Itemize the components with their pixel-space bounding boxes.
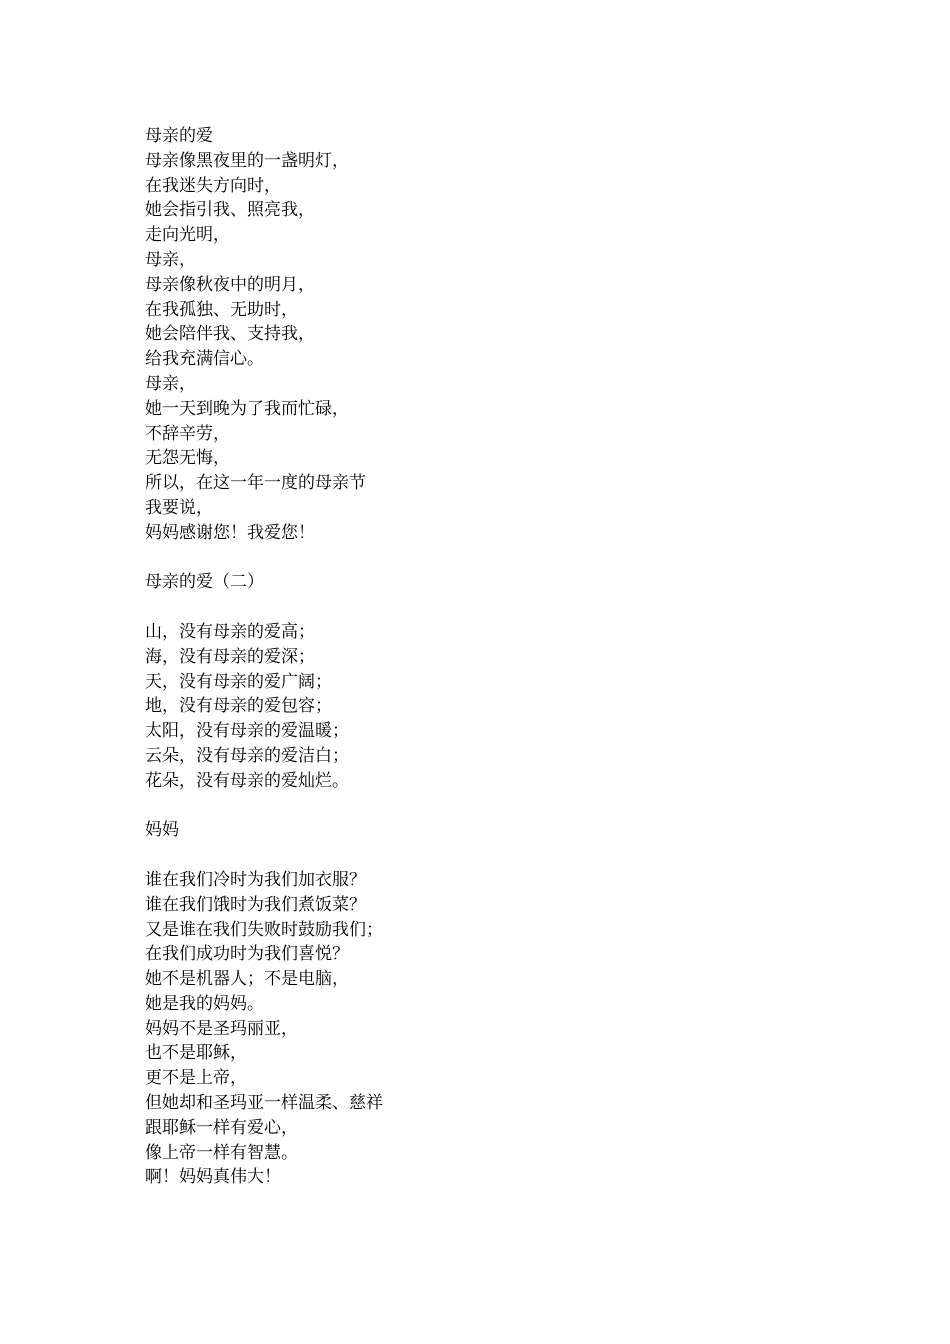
poem-title: 母亲的爱（二）	[145, 572, 264, 593]
poem-line: 所以，在这一年一度的母亲节	[145, 473, 366, 494]
poem-line: 但她却和圣玛亚一样温柔、慈祥	[145, 1093, 383, 1114]
poem-line: 跟耶稣一样有爱心，	[145, 1117, 298, 1138]
poem-line: 太阳，没有母亲的爱温暖；	[145, 721, 349, 742]
poem-mothers-love	[145, 124, 845, 546]
poem-line: 山，没有母亲的爱高；	[145, 621, 315, 642]
poem-line: 谁在我们饿时为我们煮饭菜？	[145, 894, 366, 915]
poem-line: 地，没有母亲的爱包容；	[145, 696, 332, 717]
poem-line: 啊！妈妈真伟大！	[145, 1167, 281, 1188]
blank-line	[145, 595, 845, 620]
poem-line: 天，没有母亲的爱广阔；	[145, 671, 332, 692]
document-page	[145, 124, 845, 1190]
poem-line: 她一天到晚为了我而忙碌，	[145, 398, 349, 419]
poem-line: 在我迷失方向时，	[145, 175, 281, 196]
poem-line: 又是谁在我们失败时鼓励我们；	[145, 919, 383, 940]
poem-line: 母亲像秋夜中的明月，	[145, 274, 315, 295]
poem-line: 像上帝一样有智慧。	[145, 1142, 298, 1163]
blank-line	[145, 546, 845, 571]
poem-line: 她是我的妈妈。	[145, 993, 264, 1014]
poem-line: 我要说，	[145, 497, 213, 518]
poem-line: 云朵，没有母亲的爱洁白；	[145, 745, 349, 766]
poem-line: 无怨无悔，	[145, 448, 230, 469]
poem-line: 花朵，没有母亲的爱灿烂。	[145, 770, 349, 791]
poem-line: 母亲，	[145, 373, 196, 394]
blank-line	[145, 794, 845, 819]
poem-line: 她会指引我、照亮我，	[145, 200, 315, 221]
poem-line: 不辞辛劳，	[145, 423, 230, 444]
poem-line: 她不是机器人；不是电脑，	[145, 969, 349, 990]
poem-line: 妈妈不是圣玛丽亚，	[145, 1018, 298, 1039]
poem-line: 妈妈感谢您！我爱您！	[145, 522, 315, 543]
poem-line: 母亲，	[145, 249, 196, 270]
poem-title: 母亲的爱	[145, 126, 213, 146]
poem-line: 更不是上帝，	[145, 1068, 247, 1089]
poem-line: 在我孤独、无助时，	[145, 299, 298, 320]
poem-line: 给我充满信心。	[145, 349, 264, 370]
blank-line	[145, 843, 845, 868]
poem-line: 母亲像黑夜里的一盏明灯，	[145, 150, 349, 171]
poem-line: 也不是耶稣，	[145, 1043, 247, 1064]
poem-line: 海，没有母亲的爱深；	[145, 646, 315, 667]
poem-line: 走向光明，	[145, 225, 230, 246]
poem-mama	[145, 818, 845, 1190]
poem-mothers-love-two	[145, 570, 845, 793]
poem-title: 妈妈	[145, 820, 179, 841]
poem-line: 她会陪伴我、支持我，	[145, 324, 315, 345]
poem-line: 在我们成功时为我们喜悦？	[145, 944, 349, 965]
poem-line: 谁在我们冷时为我们加衣服？	[145, 869, 366, 890]
